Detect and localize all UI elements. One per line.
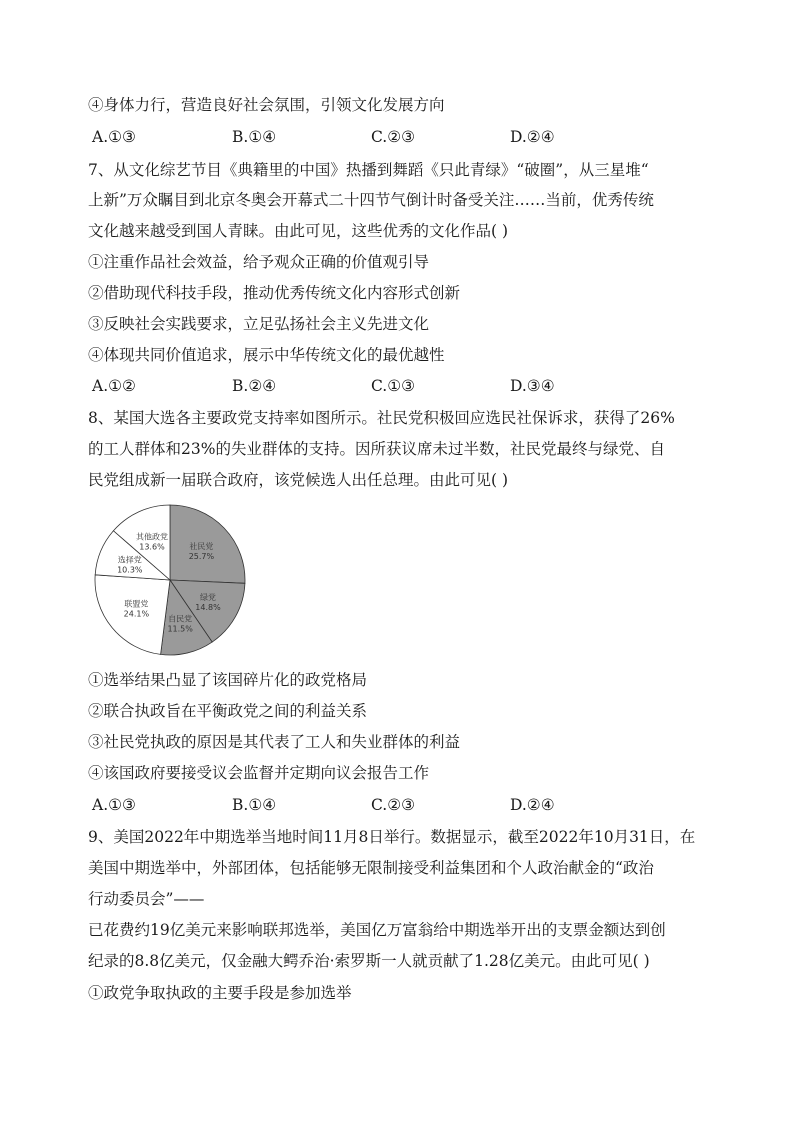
q7-item-3: ③反映社会实践要求，立足弘扬社会主义先进文化 bbox=[88, 315, 430, 333]
q8-item-2: ②联合执政旨在平衡政党之间的利益关系 bbox=[88, 702, 368, 720]
q7-stem-line-1: 7、从文化综艺节目《典籍里的中国》热播到舞蹈《只此青绿》“破圈”，从三星堆“ bbox=[88, 161, 649, 179]
q8-option-a[interactable]: A.①③ bbox=[92, 796, 136, 814]
q7-stem-line-2: 上新”万众瞩目到北京冬奥会开幕式二十四节气倒计时备受关注……当前，优秀传统 bbox=[88, 191, 654, 209]
q8-item-3: ③社民党执政的原因是其代表了工人和失业群体的利益 bbox=[88, 733, 461, 751]
q9-item-1: ①政党争取执政的主要手段是参加选举 bbox=[88, 984, 352, 1002]
pie-value-0: 25.7% bbox=[188, 551, 215, 561]
q6-option-c[interactable]: C.②③ bbox=[371, 128, 416, 146]
q8-stem-line-2: 的工人群体和23%的失业群体的支持。因所获议席未过半数，社民党最终与绿党、自 bbox=[88, 440, 665, 458]
pie-value-5: 13.6% bbox=[139, 542, 165, 552]
q9-stem-line-1: 9、美国2022年中期选举当地时间11月8日举行。数据显示，截至2022年10月31日，在 bbox=[88, 828, 696, 846]
q9-stem-line-5: 纪录的8.8亿美元，仅金融大鳄乔治·索罗斯一人就贡献了1.28亿美元。由此可见( ) bbox=[88, 952, 650, 970]
q6-option-a[interactable]: A.①③ bbox=[92, 128, 136, 146]
q7-item-2: ②借助现代科技手段，推动优秀传统文化内容形式创新 bbox=[88, 284, 461, 302]
pie-label-0: 社民党 bbox=[189, 541, 214, 551]
q7-item-1: ①注重作品社会效益，给予观众正确的价值观引导 bbox=[88, 253, 430, 271]
q6-option-b[interactable]: B.①④ bbox=[232, 128, 277, 146]
q8-option-b[interactable]: B.①④ bbox=[232, 796, 277, 814]
q8-item-1: ①选举结果凸显了该国碎片化的政党格局 bbox=[88, 671, 368, 689]
q8-stem-line-3: 民党组成新一届联合政府，该党候选人出任总理。由此可见( ) bbox=[88, 471, 509, 489]
q8-stem-line-1: 8、某国大选各主要政党支持率如图所示。社民党积极回应选民社保诉求，获得了26% bbox=[88, 409, 675, 427]
pie-value-1: 14.8% bbox=[195, 603, 221, 613]
pie-label-4: 选择党 bbox=[117, 555, 142, 565]
q8-option-c[interactable]: C.②③ bbox=[371, 796, 416, 814]
q8-item-4: ④该国政府要接受议会监督并定期向议会报告工作 bbox=[88, 764, 430, 782]
q6-option-d[interactable]: D.②④ bbox=[510, 128, 555, 146]
q9-stem-line-2: 美国中期选举中，外部团体，包括能够无限制接受利益集团和个人政治献金的“政治 bbox=[88, 859, 654, 877]
q7-option-b[interactable]: B.②④ bbox=[232, 377, 277, 395]
pie-label-3: 联盟党 bbox=[124, 599, 149, 609]
pie-value-3: 24.1% bbox=[123, 609, 150, 619]
q7-option-d[interactable]: D.③④ bbox=[510, 377, 555, 395]
pie-value-4: 10.3% bbox=[117, 565, 143, 575]
q7-item-4: ④体现共同价值追求，展示中华传统文化的最优越性 bbox=[88, 346, 445, 364]
q7-stem-line-3: 文化越来越受到国人青睐。由此可见，这些优秀的文化作品( ) bbox=[88, 222, 509, 240]
pie-label-2: 自民党 bbox=[168, 614, 193, 624]
q6-item-4: ④身体力行，营造良好社会氛围，引领文化发展方向 bbox=[88, 96, 445, 114]
q9-stem-line-3: 行动委员会”—— bbox=[88, 890, 205, 908]
q8-option-d[interactable]: D.②④ bbox=[510, 796, 555, 814]
q9-stem-line-4: 已花费约19亿美元来影响联邦选举，美国亿万富翁给中期选举开出的支票金额达到创 bbox=[88, 921, 666, 939]
pie-label-5: 其他政党 bbox=[135, 532, 168, 542]
q7-option-c[interactable]: C.①③ bbox=[371, 377, 416, 395]
party-support-pie-chart bbox=[92, 500, 250, 660]
pie-label-1: 绿党 bbox=[199, 593, 216, 603]
q7-option-a[interactable]: A.①② bbox=[92, 377, 136, 395]
pie-value-2: 11.5% bbox=[167, 624, 193, 634]
